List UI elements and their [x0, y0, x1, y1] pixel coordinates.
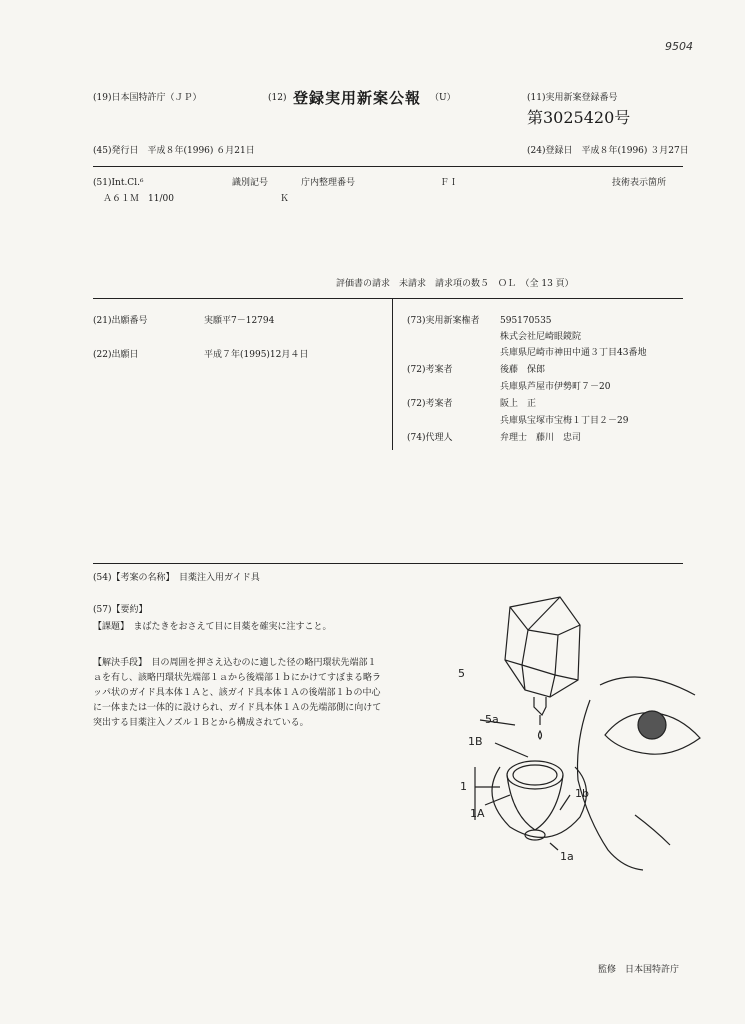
- fi-value: Ｋ: [280, 194, 290, 204]
- party-value: 後藤 保郎: [500, 365, 546, 375]
- label-1: 1: [460, 780, 467, 793]
- country-label: (19)日本国特許庁（ＪＰ）: [93, 93, 202, 103]
- tech-label: 技術表示箇所: [612, 178, 667, 188]
- label-1B: 1B: [468, 735, 483, 748]
- application-number: 実願平7－12794: [204, 316, 275, 326]
- handwritten-note: 9504: [665, 40, 693, 53]
- registration-label: (11)実用新案登録番号: [527, 93, 618, 103]
- registration-number: 第3025420号: [527, 108, 631, 127]
- label-5a: 5a: [485, 713, 499, 726]
- application-date-label: (22)出願日: [93, 350, 139, 360]
- fi-label: ＦＩ: [440, 178, 459, 188]
- divider: [93, 166, 683, 167]
- party-label: (73)実用新案権者: [407, 316, 480, 326]
- party-label: (74)代理人: [407, 433, 453, 443]
- party-value: 兵庫県尼崎市神田中通３丁目43番地: [500, 348, 647, 358]
- publication-title: 登録実用新案公報: [293, 89, 422, 107]
- publication-kind: （U）: [430, 93, 456, 103]
- office-number-label: 庁内整理番号: [301, 178, 356, 188]
- eye-drop-bottle: [505, 597, 580, 697]
- abstract-solution: 【解決手段】 目の周囲を押さえ込むのに適した径の略円環状先端部１ａを有し、該略円環状先端部１ａから後端部１ｂにかけてすぼまる略ラッパ状のガイド具本体１Ａと、該ガイド具本体１Ａの後端部１ｂの中心に一体または一体的に設けられ、ガイド具本体１Ａの先端部側に向けて突出する目薬注入ノズル１Ｂとから構成されている。: [93, 658, 382, 728]
- code-12: (12): [268, 93, 287, 103]
- column-divider: [392, 298, 393, 450]
- label-1A: 1A: [470, 807, 485, 820]
- application-number-label: (21)出願番号: [93, 316, 148, 326]
- label-1a: 1a: [560, 850, 574, 863]
- ident-label: 識別記号: [232, 178, 269, 188]
- int-cl-label: (51)Int.Cl.⁶: [93, 178, 144, 188]
- party-value: 595170535: [500, 316, 552, 326]
- application-date: 平成７年(1995)12月４日: [204, 350, 309, 360]
- abstract-problem: 【課題】 まばたきをおさえて目に目薬を確実に注すこと。: [93, 622, 332, 632]
- int-cl-value: Ａ６１Ｍ 11/00: [103, 194, 174, 204]
- divider: [93, 563, 683, 564]
- footer-supervision: 監修 日本国特許庁: [598, 965, 680, 975]
- party-value: 阪上 正: [500, 399, 537, 409]
- label-5: 5: [458, 667, 465, 680]
- party-value: 弁理士 藤川 忠司: [500, 433, 582, 443]
- party-label: (72)考案者: [407, 399, 453, 409]
- eye-drop-guide-figure: [440, 585, 710, 885]
- registration-date: (24)登録日 平成８年(1996) ３月27日: [527, 146, 689, 156]
- divider: [93, 298, 683, 299]
- abstract-heading: (57)【要約】: [93, 605, 148, 615]
- party-value: 兵庫県宝塚市宝梅１丁目２－29: [500, 416, 629, 426]
- invention-name: (54)【考案の名称】 目薬注入用ガイド具: [93, 573, 260, 583]
- issue-date: (45)発行日 平成８年(1996) ６月21日: [93, 146, 255, 156]
- label-1b: 1b: [575, 787, 589, 800]
- party-label: (72)考案者: [407, 365, 453, 375]
- party-value: 兵庫県芦屋市伊勢町７－20: [500, 382, 611, 392]
- party-value: 株式会社尼崎眼鏡院: [500, 332, 582, 342]
- request-line: 評価書の請求 未請求 請求項の数５ ＯＬ （全 13 頁）: [336, 279, 574, 289]
